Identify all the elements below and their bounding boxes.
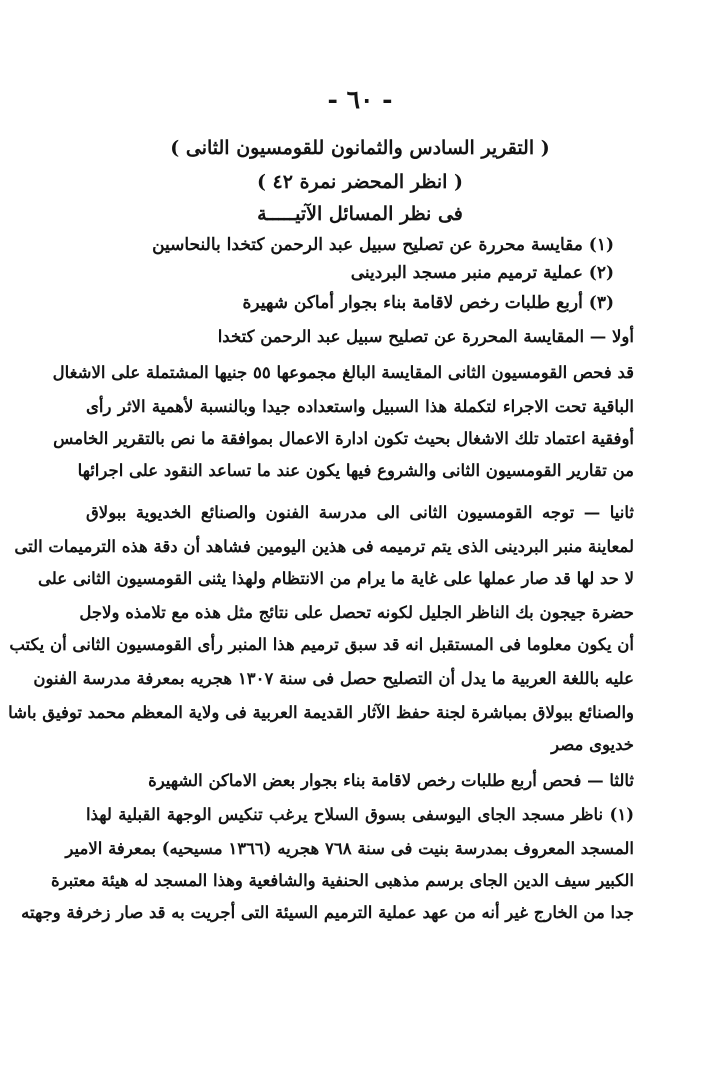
paragraph-line: من تقارير القومسيون الثانى والشروع فيها يكون عند ما تساعد النقود على اجرائها [77, 461, 634, 480]
agenda-item: (٢) عملية ترميم منبر مسجد البردينى [350, 263, 614, 283]
agenda-item: (٣) أربع طلبات رخص لاقامة بناء بجوار أماكن شهيرة [242, 293, 614, 313]
paragraph-line: جدا من الخارج غير أنه من عهد عملية الترميم السيئة التى أجريت به قد صار زخرفة وجهته [21, 903, 634, 922]
paragraph-line: الباقية تحت الاجراء لتكملة هذا السبيل واستعداده جيدا وبالنسبة لأهمية الاثر رأى [86, 397, 634, 416]
section-heading: ثالثا — فحص أربع طلبات رخص لاقامة بناء بجوار بعض الاماكن الشهيرة [148, 771, 634, 790]
agenda-item: (١) مقايسة محررة عن تصليح سبيل عبد الرحمن كتخدا بالنحاسين [152, 235, 614, 255]
paragraph-line: خديوى مصر [551, 735, 634, 754]
paragraph-line: والصنائع ببولاق بمباشرة لجنة حفظ الآثار القديمة العربية فى ولاية المعظم محمد توفيق باشا [8, 703, 634, 722]
paragraph-line: (١) ناظر مسجد الجاى اليوسفى بسوق السلاح يرغب تنكيس الوجهة القبلية لهذا [86, 805, 634, 824]
paragraph-line: لا حد لها قد صار عملها على غاية ما يرام من الانتظام ولهذا يثنى القومسيون الثانى على [38, 569, 634, 588]
paragraph-line: الكبير سيف الدين الجاى برسم مذهبى الحنفية والشافعية وهذا المسجد له هيئة معتبرة [50, 871, 634, 890]
report-title: ( التقرير السادس والثمانون للقومسيون الثانى ) [170, 137, 550, 159]
paragraph-line: المسجد المعروف بمدرسة بنيت فى سنة ٧٦٨ هجريه (١٣٦٦ مسيحيه) بمعرفة الامير [65, 839, 634, 858]
page-number: - ٦٠ - [327, 85, 393, 114]
paragraph-line: ثانيا — توجه القومسيون الثانى الى مدرسة الفنون والصنائع الخديوية ببولاق [86, 503, 634, 522]
topics-heading: فى نظر المسائل الآتيـــــة [257, 203, 463, 225]
section-heading: أولا — المقايسة المحررة عن تصليح سبيل عبد الرحمن كتخدا [217, 327, 634, 346]
paragraph-line: قد فحص القومسيون الثانى المقايسة البالغ مجموعها ٥٥ جنيها المشتملة على الاشغال [52, 363, 634, 382]
paragraph-line: لمعاينة منبر البردينى الذى يتم ترميمه فى هذين اليومين فشاهد أن دقة هذه الترميمات التى [14, 537, 634, 556]
paragraph-line: حضرة جيجون بك الناظر الجليل لكونه تحصل على نتائج مثل هذه مع تلامذه ولاجل [79, 603, 634, 622]
minutes-reference: ( انظر المحضر نمرة ٤٢ ) [256, 171, 464, 193]
paragraph-line: أوفقية اعتماد تلك الاشغال بحيث تكون ادارة الاعمال بموافقة ما نص بالتقرير الخامس [53, 429, 634, 448]
paragraph-line: أن يكون معلوما فى المستقبل انه قد سبق ترميم هذا المنبر رأى القومسيون الثانى أن يكتب [9, 635, 634, 654]
paragraph-line: عليه باللغة العربية ما يدل أن التصليح حصل فى سنة ١٣٠٧ هجريه بمعرفة مدرسة الفنون [33, 669, 634, 688]
